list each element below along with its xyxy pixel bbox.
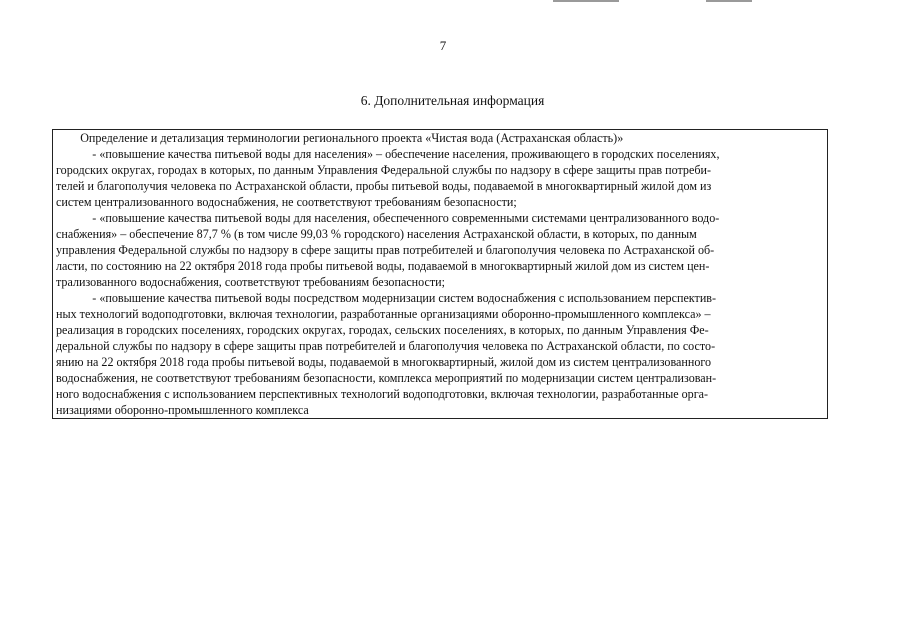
page-number: 7 xyxy=(439,38,447,53)
info-line-2: - «повышение качества питьевой воды для населения» – обеспечение населения, проживающего в городских поселениях, xyxy=(56,147,720,161)
info-line-6: - «повышение качества питьевой воды для населения, обеспеченного современными системами централизованного водо- xyxy=(56,211,720,225)
top-edge-line-left xyxy=(553,0,619,2)
info-line-3: городских округах, городах в которых, по данным Управления Федеральной службы по надзору в сфере защиты прав потреби- xyxy=(56,163,711,177)
info-line-9: ласти, по состоянию на 22 октября 2018 года пробы питьевой воды, подаваемой в многоквартирный жилой дом из систем цен- xyxy=(56,259,710,273)
info-line-4: телей и благополучия человека по Астраханской области, пробы питьевой воды, подаваемой в многоквартирный жилой дом из xyxy=(56,179,712,193)
info-line-1: Определение и детализация терминологии регионального проекта «Чистая вода (Астраханская область)» xyxy=(56,131,624,145)
info-line-5: систем централизованного водоснабжения, не соответствуют требованиям безопасности; xyxy=(56,195,517,209)
info-line-17: ного водоснабжения с использованием перспективных технологий водоподготовки, включая технологии, разработанные орга- xyxy=(56,387,709,401)
info-line-8: управления Федеральной службы по надзору в сфере защиты прав потребителей и благополучия человека по Астраханской об- xyxy=(56,243,715,257)
info-line-10: трализованного водоснабжения, соответствуют требованиям безопасности; xyxy=(56,275,445,289)
section-title: 6. Дополнительная информация xyxy=(360,93,545,108)
info-line-18: низациями оборонно-промышленного комплекса xyxy=(56,403,309,417)
info-line-7: снабжения» – обеспечение 87,7 % (в том числе 99,03 % городского) населения Астраханской области, в которых, по данным xyxy=(56,227,697,241)
info-line-14: деральной службы по надзору в сфере защиты прав потребителей и благополучия человека по Астраханской области, по состо- xyxy=(56,339,716,353)
info-line-11: - «повышение качества питьевой воды посредством модернизации систем водоснабжения с использованием перспектив- xyxy=(56,291,717,305)
top-edge-line-right xyxy=(706,0,752,2)
info-line-13: реализация в городских поселениях, городских округах, городах, сельских поселениях, в которых, по данным Управления Фе- xyxy=(56,323,709,337)
info-line-12: ных технологий водоподготовки, включая технологии, разработанные организациями оборонно-промышленного комплекса» – xyxy=(56,307,711,321)
info-line-16: водоснабжения, не соответствуют требованиям безопасности, комплекса мероприятий по модернизации систем централизован- xyxy=(56,371,717,385)
info-line-15: янию на 22 октября 2018 года пробы питьевой воды, подаваемой в многоквартирный, жилой дом из систем централизованного xyxy=(56,355,712,369)
